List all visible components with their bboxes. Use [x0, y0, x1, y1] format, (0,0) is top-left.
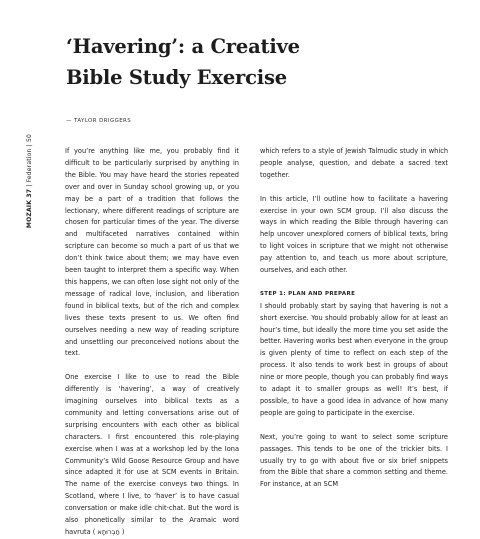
running-footer: [26, 134, 33, 228]
paragraph: I should probably start by saying that havering is not a short exercise. You should probably allow for at least an hour’s time, but ideally the more time you set aside the better. Havering works best when everyone in the group is given plenty of time to reflect on each step of the process. It also tends to work best in groups of about nine or more people, though you can probably find ways to adapt it to smaller groups as well! It’s best, if possible, to have a good idea in advance of how many people are going to participate in the exercise.: [260, 301, 448, 417]
paragraph: One exercise I like to use to read the Bible differently is ‘havering’, a way of creatively imagining ourselves into biblical texts as a community and letting conversations arise out of surprising encounters with each other as biblical characters. I first encountered this role-playing exercise when I was at a workshop led by the Iona Community’s Wild Goose Resource Group and have since adapted it for use at SCM events in Britain. The name of the exercise conveys two things. In Scotland, where I live, to ‘haver’ is to have casual conversation or make idle chit-chat. But the word is also phonetically similar to the Aramaic word havruta ( חַבְרוּתָא ): [65, 373, 239, 536]
paragraph: which refers to a style of Jewish Talmudic study in which people analyse, question, and debate a sacred text together.: [260, 147, 448, 179]
body-column-right: [260, 146, 448, 491]
section-name: | Federation |: [26, 144, 33, 187]
paragraph: In this article, I’ll outline how to facilitate a havering exercise in your own SCM group. I’ll also discuss the ways in which reading the Bible through havering can help uncover unexplored corners of biblical texts, bring to light voices in scripture that we might not otherwise pay attention to, and teach us more about scripture, ourselves, and each other.: [260, 194, 448, 275]
paragraph: Next, you’re going to want to select some scripture passages. This tends to be one of the trickier bits. I usually try to go with about five or six brief snippets from the Bible that share a common setting and theme. For instance, at an SCM: [260, 432, 448, 489]
title-line-1: ‘Havering’: a Creative: [66, 35, 300, 58]
paragraph: If you’re anything like me, you probably find it difficult to be particularly surprised by anything in the Bible. You may have heard the stories repeated over and over in Sunday school growing up, or you may be a part of a tradition that follows the lectionary, where different readings of scripture are chosen for particular times of the year. The diverse and multifaceted narratives contained within scripture can become so much a part of us that we don’t think twice about them; we may have even been taught to interpret them a specific way. When this happens, we can often lose sight not only of the message of radical love, inclusion, and liberation found in biblical texts, but of the rich and complex lives these texts present to us. We often find ourselves needing a new way of reading scripture and unsettling our preconceived notions about the text.: [65, 147, 239, 358]
page-number: 50: [26, 134, 33, 143]
author-byline: — TAYLOR DRIGGERS: [66, 118, 132, 124]
magazine-name: MOZAIK 37: [26, 188, 33, 229]
title-line-2: Bible Study Exercise: [66, 66, 287, 89]
article-title: [66, 31, 446, 93]
section-heading: STEP 1: PLAN AND PREPARE: [260, 290, 356, 297]
body-column-left: [65, 146, 239, 539]
